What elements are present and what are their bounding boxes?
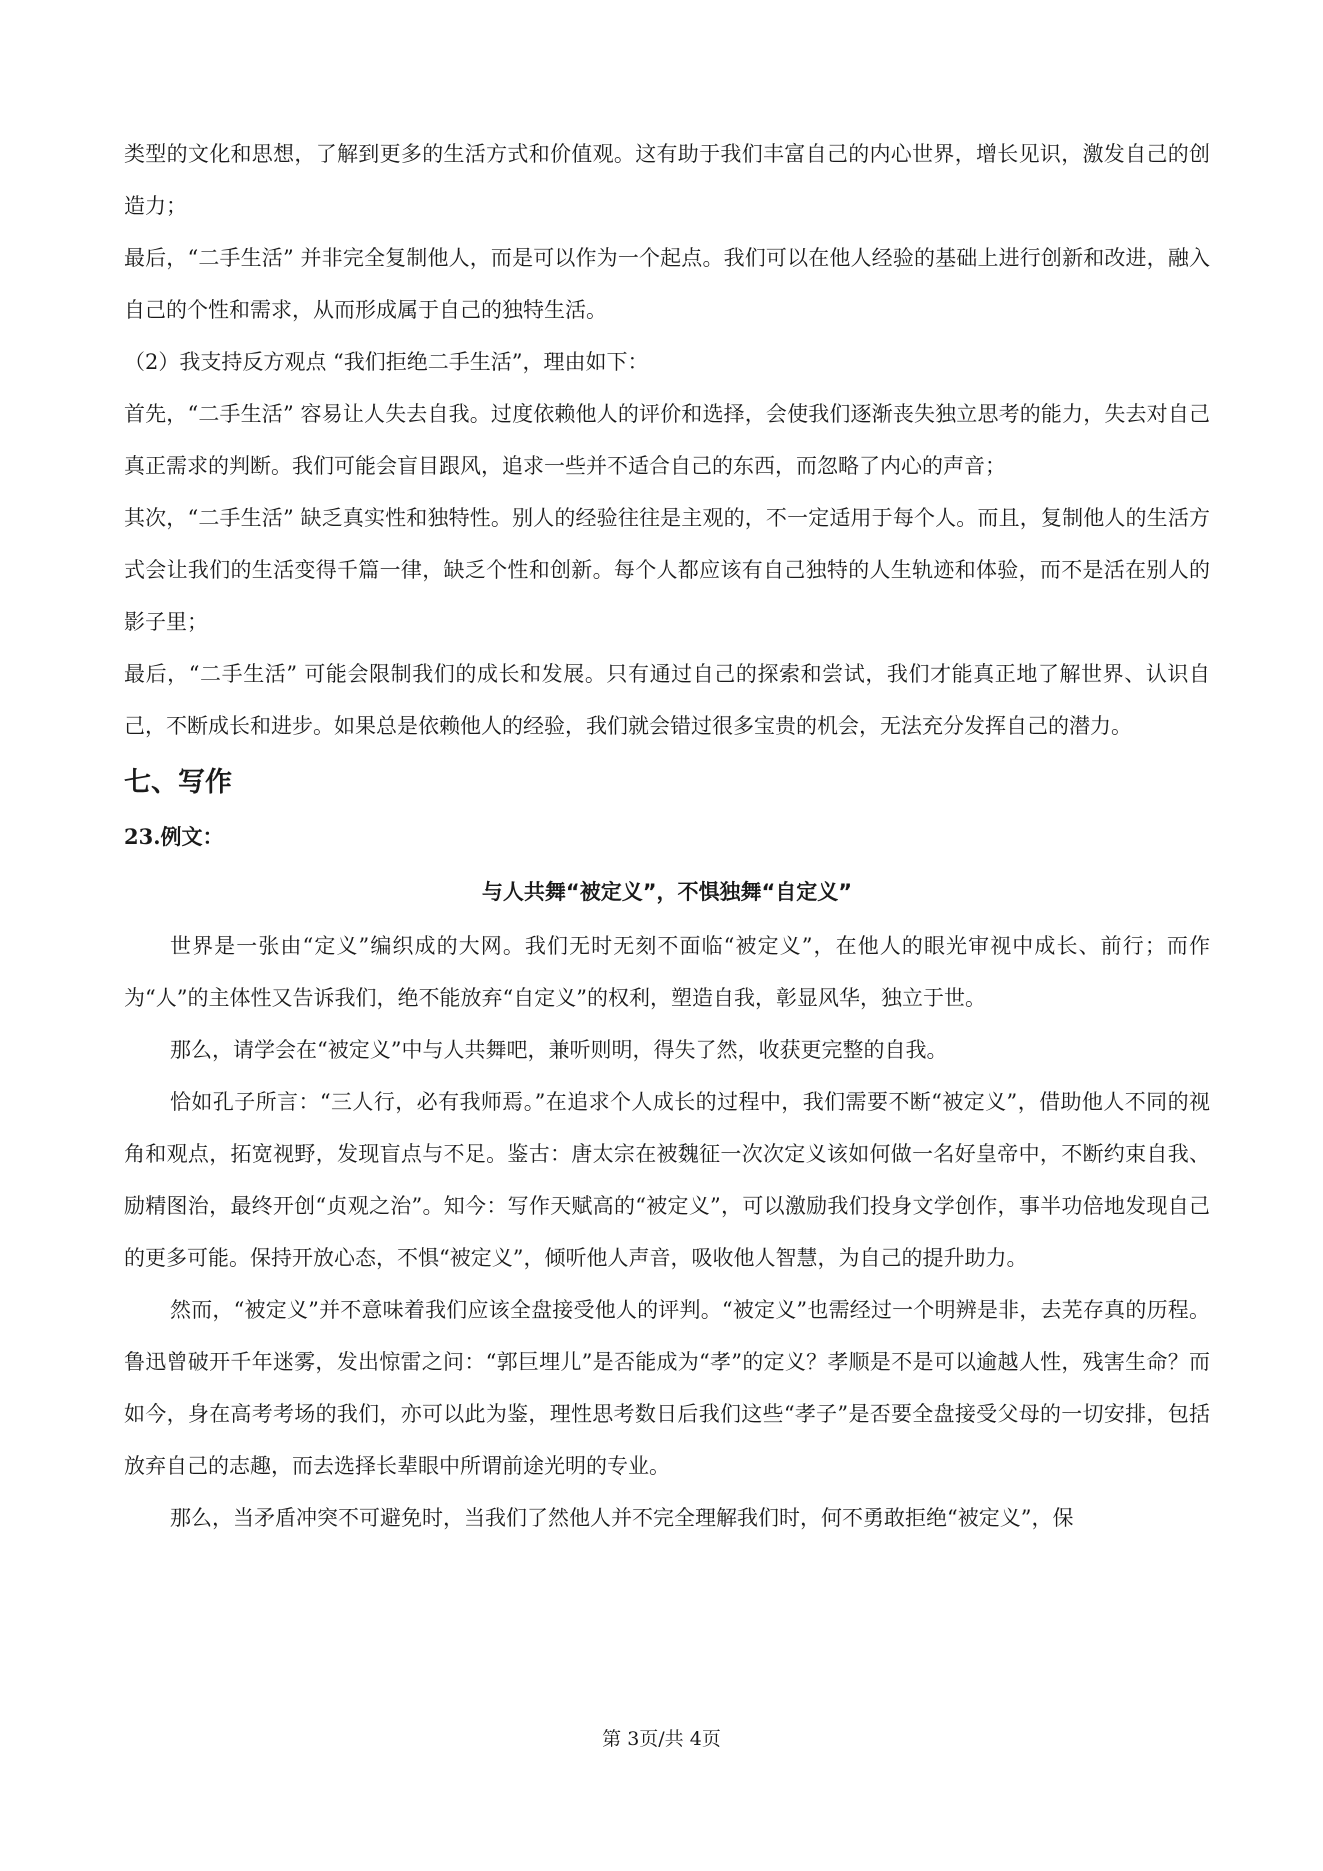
essay-paragraph: 恰如孔子所言：“三人行，必有我师焉。”在追求个人成长的过程中，我们需要不断“被定义”，借助他人不同的视角和观点，拓宽视野，发现盲点与不足。鉴古：唐太宗在被魏征一次次定义该如何做一名好皇帝中，不断约束自我、励精图治，最终开创“贞观之治”。知今：写作天赋高的“被定义”，可以激励我们投身文学创作，事半功倍地发现自己的更多可能。保持开放心态，不惧“被定义”，倾听他人声音，吸收他人智慧，为自己的提升助力。 — [124, 1090, 1210, 1270]
body-paragraph: 最后，“二手生活” 并非完全复制他人，而是可以作为一个起点。我们可以在他人经验的基础上进行创新和改进，融入自己的个性和需求，从而形成属于自己的独特生活。 — [124, 246, 1210, 322]
section-heading: 七、写作 — [124, 767, 232, 798]
body-paragraph: 首先，“二手生活” 容易让人失去自我。过度依赖他人的评价和选择，会使我们逐渐丧失独立思考的能力，失去对自己真正需求的判断。我们可能会盲目跟风，追求一些并不适合自己的东西，而忽略了内心的声音； — [124, 402, 1210, 478]
essay-paragraph: 那么，请学会在“被定义”中与人共舞吧，兼听则明，得失了然，收获更完整的自我。 — [170, 1038, 948, 1062]
body-paragraph: 最后，“二手生活” 可能会限制我们的成长和发展。只有通过自己的探索和尝试，我们才能真正地了解世界、认识自己，不断成长和进步。如果总是依赖他人的经验，我们就会错过很多宝贵的机会，无法充分发挥自己的潜力。 — [124, 662, 1210, 738]
essay-title: 与人共舞“被定义”，不惧独舞“自定义” — [481, 880, 853, 904]
document-page — [124, 128, 1210, 1544]
essay-paragraph: 那么，当矛盾冲突不可避免时，当我们了然他人并不完全理解我们时，何不勇敢拒绝“被定义”，保 — [170, 1506, 1074, 1530]
essay-paragraph: 然而，“被定义”并不意味着我们应该全盘接受他人的评判。“被定义”也需经过一个明辨是非，去芜存真的历程。鲁迅曾破开千年迷雾，发出惊雷之问：“郭巨埋儿”是否能成为“孝”的定义？孝顺是不是可以逾越人性，残害生命？而如今，身在高考考场的我们，亦可以此为鉴，理性思考数日后我们这些“孝子”是否要全盘接受父母的一切安排，包括放弃自己的志趣，而去选择长辈眼中所谓前途光明的专业。 — [124, 1298, 1210, 1478]
body-paragraph: （2）我支持反方观点 “我们拒绝二手生活”，理由如下： — [124, 350, 649, 374]
page-footer: 第 3页/共 4页 — [602, 1728, 721, 1750]
question-label: 23.例文： — [124, 824, 224, 849]
body-paragraph: 类型的文化和思想，了解到更多的生活方式和价值观。这有助于我们丰富自己的内心世界，增长见识，激发自己的创造力； — [124, 142, 1210, 218]
body-paragraph: 其次，“二手生活” 缺乏真实性和独特性。别人的经验往往是主观的，不一定适用于每个人。而且，复制他人的生活方式会让我们的生活变得千篇一律，缺乏个性和创新。每个人都应该有自己独特的人生轨迹和体验，而不是活在别人的影子里； — [124, 506, 1210, 634]
essay-paragraph: 世界是一张由“定义”编织成的大网。我们无时无刻不面临“被定义”，在他人的眼光审视中成长、前行；而作为“人”的主体性又告诉我们，绝不能放弃“自定义”的权利，塑造自我，彰显风华，独立于世。 — [124, 934, 1210, 1010]
